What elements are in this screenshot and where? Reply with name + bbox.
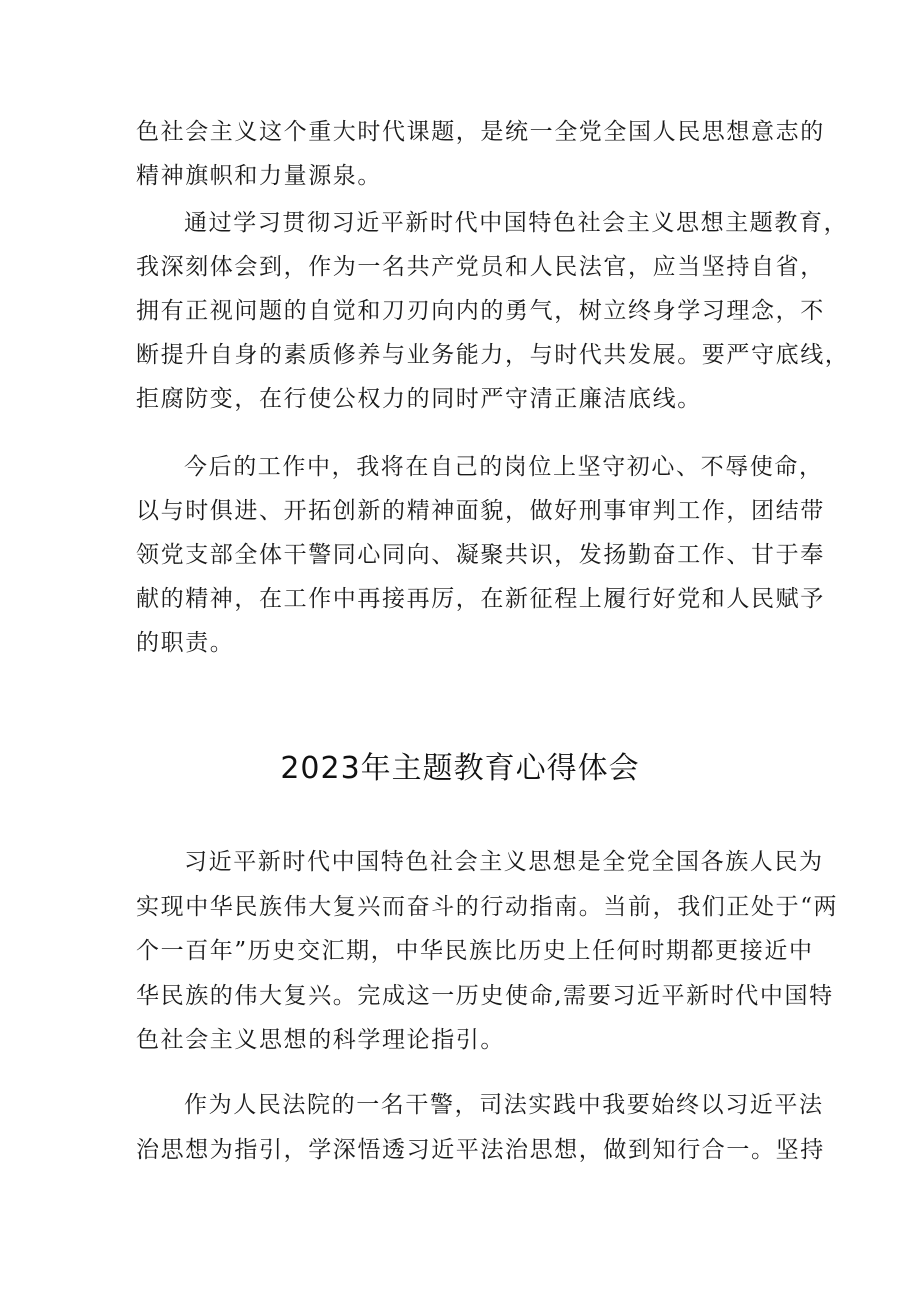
paragraph-line: 我深刻体会到，作为一名共产党员和人民法官，应当坚持自省， (136, 254, 825, 280)
paragraph-line: 作为人民法院的一名干警，司法实践中我要始终以习近平法 (184, 1092, 824, 1118)
paragraph-line: 断提升自身的素质修养与业务能力，与时代共发展。要严守底线， (136, 342, 850, 368)
paragraph-future-work (136, 445, 825, 665)
paragraph-line: 治思想为指引，学深悟透习近平法治思想，做到知行合一。坚持 (136, 1136, 825, 1163)
paragraph-line: 精神旗帜和力量源泉。 (136, 163, 382, 189)
paragraph-judicial-practice (136, 1083, 825, 1172)
paragraph-line: 华民族的伟大复兴。完成这一历史使命,需要习近平新时代中国特 (136, 982, 834, 1009)
paragraph-line: 拒腐防变，在行使公权力的同时严守清正廉洁底线。 (136, 386, 702, 412)
paragraph-line: 实现中华民族伟大复兴而奋斗的行动指南。当前，我们正处于“两 (136, 893, 839, 920)
paragraph-line: 今后的工作中，我将在自己的岗位上坚守初心、不辱使命， (184, 454, 824, 480)
paragraph-guiding-thought (136, 840, 839, 1063)
paragraph-study-reflection (136, 201, 850, 421)
paragraph-line: 领党支部全体干警同心同向、凝聚共识，发扬勤奋工作、甘于奉 (136, 542, 825, 568)
paragraph-line: 以与时俱进、开拓创新的精神面貌，做好刑事审判工作，团结带 (136, 498, 825, 524)
paragraph-line: 色社会主义思想的科学理论指引。 (136, 1027, 505, 1053)
paragraph-line: 的职责。 (136, 630, 235, 656)
paragraph-line: 个一百年”历史交汇期，中华民族比历史上任何时期都更接近中 (136, 938, 814, 964)
paragraph-line: 通过学习贯彻习近平新时代中国特色社会主义思想主题教育， (184, 210, 849, 236)
section-title: 2023年主题教育心得体会 (280, 751, 640, 786)
paragraph-line: 色社会主义这个重大时代课题，是统一全党全国人民思想意志的 (136, 119, 825, 145)
paragraph-line: 习近平新时代中国特色社会主义思想是全党全国各族人民为 (184, 849, 824, 875)
paragraph-line: 拥有正视问题的自觉和刀刃向内的勇气，树立终身学习理念，不 (136, 298, 825, 324)
paragraph-line: 献的精神，在工作中再接再厉，在新征程上履行好党和人民赋予 (136, 586, 825, 612)
paragraph-continued (136, 110, 825, 198)
